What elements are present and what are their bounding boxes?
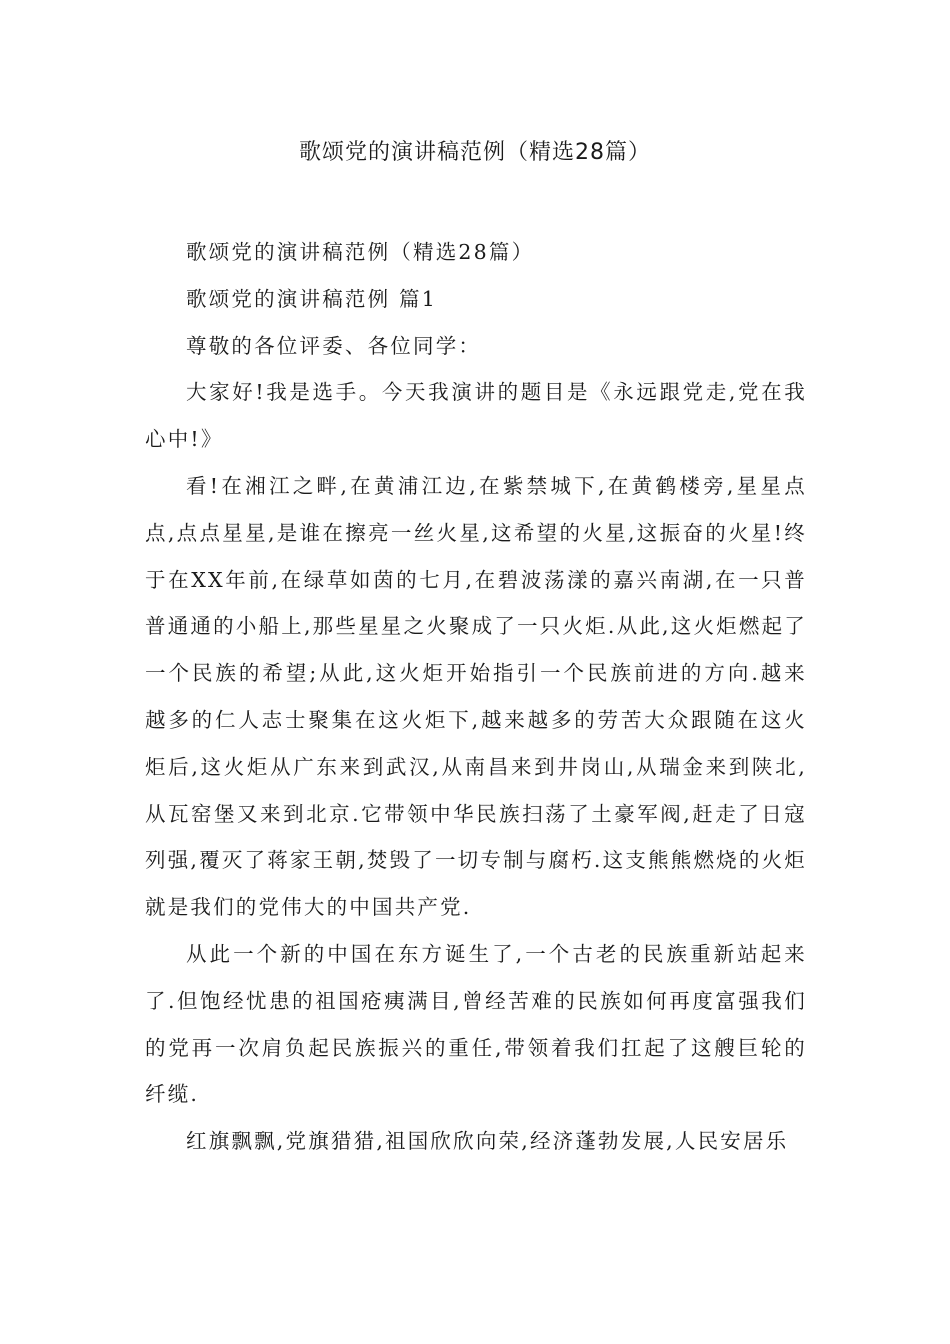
- paragraph-greeting: 大家好!我是选手。今天我演讲的题目是《永远跟党走,党在我心中!》: [145, 380, 807, 452]
- paragraph-body-2: 从此一个新的中国在东方诞生了,一个古老的民族重新站起来了.但饱经忧患的祖国疮痍满目,曾经苦难的民族如何再度富强我们的党再一次肩负起民族振兴的重任,带领着我们扛起了这艘巨轮的纤缆.: [145, 941, 807, 1107]
- document-title: 歌颂党的演讲稿范例（精选28篇）: [299, 140, 651, 165]
- document-body: [145, 229, 807, 1165]
- paragraph-subtitle: 歌颂党的演讲稿范例（精选28篇）: [186, 240, 535, 264]
- paragraph-section-heading: 歌颂党的演讲稿范例 篇1: [186, 286, 437, 311]
- paragraph-body-3: 红旗飘飘,党旗猎猎,祖国欣欣向荣,经济蓬勃发展,人民安居乐: [186, 1129, 789, 1154]
- paragraph-body-1: 看!在湘江之畔,在黄浦江边,在紫禁城下,在黄鹤楼旁,星星点点,点点星星,是谁在擦亮一丝火星,这希望的火星,这振奋的火星!终于在XX年前,在绿草如茵的七月,在碧波荡漾的嘉兴南湖,在一只普普通通的小船上,那些星星之火聚成了一只火炬.从此,这火炬燃起了一个民族的希望;从此,这火炬开始指引一个民族前进的方向.越来越多的仁人志士聚集在这火炬下,越来越多的劳苦大众跟随在这火炬后,这火炬从广东来到武汉,从南昌来到井岗山,从瑞金来到陕北,从瓦窑堡又来到北京.它带领中华民族扫荡了土豪军阀,赶走了日寇列强,覆灭了蒋家王朝,焚毁了一切专制与腐朽.这支熊熊燃烧的火炬就是我们的党伟大的中国共产党.: [145, 473, 807, 920]
- paragraph-salutation: 尊敬的各位评委、各位同学：: [186, 333, 482, 358]
